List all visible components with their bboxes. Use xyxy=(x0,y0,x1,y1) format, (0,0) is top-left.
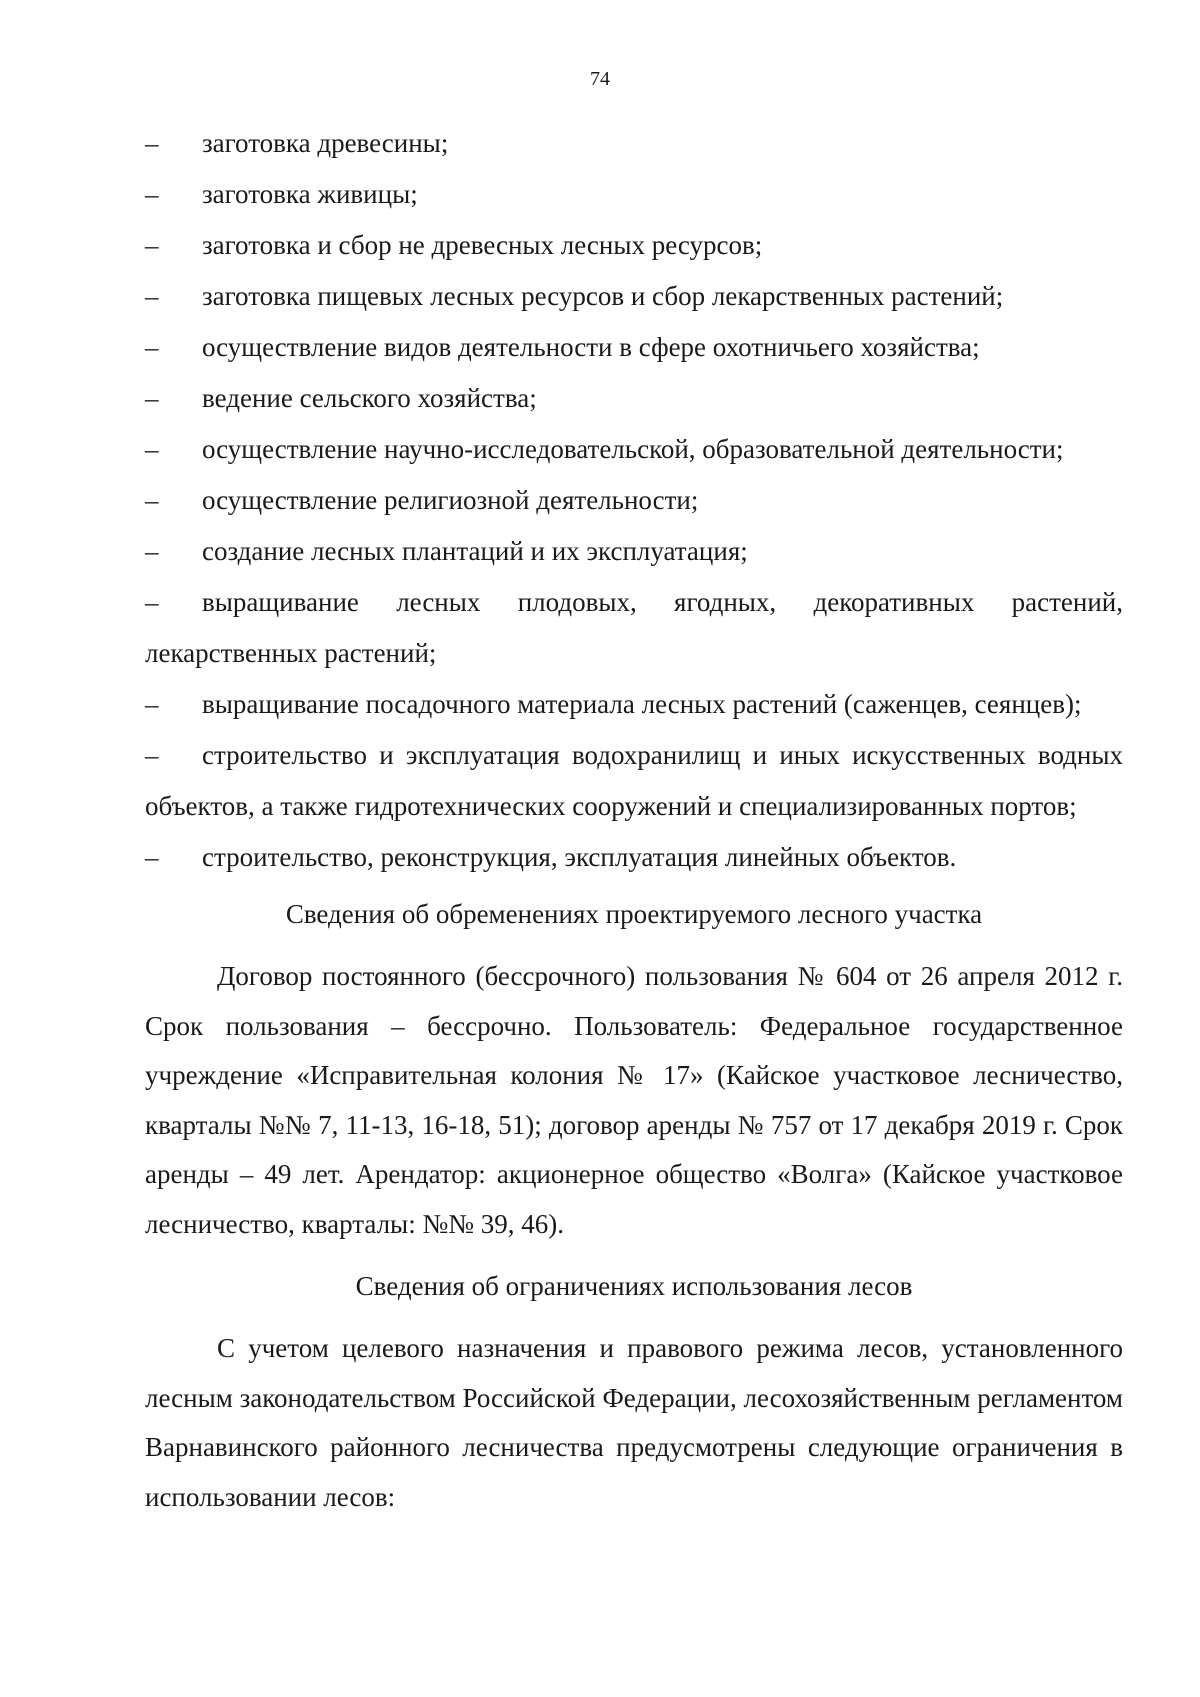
bullet-dash: – xyxy=(145,740,159,770)
paragraph-restrictions: С учетом целевого назначения и правового режима лесов, установленного лесным законодательством Российской Федерации, лесохозяйственным регламентом Варнавинского районного лесничества предусмотрены следующие ограничения в использовании лесов: xyxy=(145,1333,1123,1512)
list-item-text: заготовка живицы; xyxy=(202,179,418,209)
bullet-dash: – xyxy=(145,587,159,617)
list-item xyxy=(145,730,1123,832)
bullet-dash: – xyxy=(145,128,159,158)
bullet-dash: – xyxy=(145,434,159,464)
list-item xyxy=(145,475,1123,526)
list-item xyxy=(145,679,1123,730)
list-item-text: строительство, реконструкция, эксплуатация линейных объектов. xyxy=(202,842,957,872)
document-body xyxy=(145,118,1123,1534)
list-item-text: заготовка пищевых лесных ресурсов и сбор лекарственных растений; xyxy=(202,281,1004,311)
bullet-dash: – xyxy=(145,485,159,515)
bullet-dash: – xyxy=(145,383,159,413)
list-item xyxy=(145,424,1123,475)
bullet-dash: – xyxy=(145,230,159,260)
list-item-text: выращивание лесных плодовых, ягодных, декоративных растений, лекарственных растений; xyxy=(145,587,1123,668)
list-item-text: ведение сельского хозяйства; xyxy=(202,383,537,413)
list-item-text: заготовка древесины; xyxy=(202,128,449,158)
bullet-dash: – xyxy=(145,179,159,209)
list-item xyxy=(145,220,1123,271)
bullet-dash: – xyxy=(145,842,159,872)
list-item-text: создание лесных плантаций и их эксплуатация; xyxy=(202,536,748,566)
bullet-dash: – xyxy=(145,689,159,719)
list-item xyxy=(145,271,1123,322)
list-item xyxy=(145,832,1123,883)
list-item-text: осуществление научно-исследовательской, образовательной деятельности; xyxy=(202,434,1064,464)
list-item xyxy=(145,322,1123,373)
list-item xyxy=(145,577,1123,679)
list-item xyxy=(145,526,1123,577)
list-item-text: выращивание посадочного материала лесных растений (саженцев, сеянцев); xyxy=(202,689,1082,719)
bullet-dash: – xyxy=(145,332,159,362)
bullet-dash: – xyxy=(145,536,159,566)
page-number: 74 xyxy=(590,68,610,90)
bullet-dash: – xyxy=(145,281,159,311)
list-item-text: строительство и эксплуатация водохранилищ и иных искусственных водных объектов, а также гидротехнических сооружений и специализированных портов; xyxy=(145,740,1123,821)
list-item xyxy=(145,169,1123,220)
section-heading-encumbrances: Сведения об обременениях проектируемого лесного участка xyxy=(285,899,983,929)
list-item-text: заготовка и сбор не древесных лесных ресурсов; xyxy=(202,230,763,260)
paragraph-encumbrances: Договор постоянного (бессрочного) пользования № 604 от 26 апреля 2012 г. Срок пользования – бессрочно. Пользователь: Федеральное государственное учреждение «Исправительная колония № 17» (Кайское участковое лесничество, кварталы №№ 7, 11-13, 16-18, 51); договор аренды № 757 от 17 декабря 2019 г. Срок аренды – 49 лет. Арендатор: акционерное общество «Волга» (Кайское участковое лесничество, кварталы: №№ 39, 46). xyxy=(145,961,1123,1239)
list-item xyxy=(145,373,1123,424)
list-item-text: осуществление религиозной деятельности; xyxy=(202,485,699,515)
list-item xyxy=(145,118,1123,169)
section-heading-restrictions: Сведения об ограничениях использования лесов xyxy=(355,1271,913,1301)
list-item-text: осуществление видов деятельности в сфере охотничьего хозяйства; xyxy=(202,332,980,362)
